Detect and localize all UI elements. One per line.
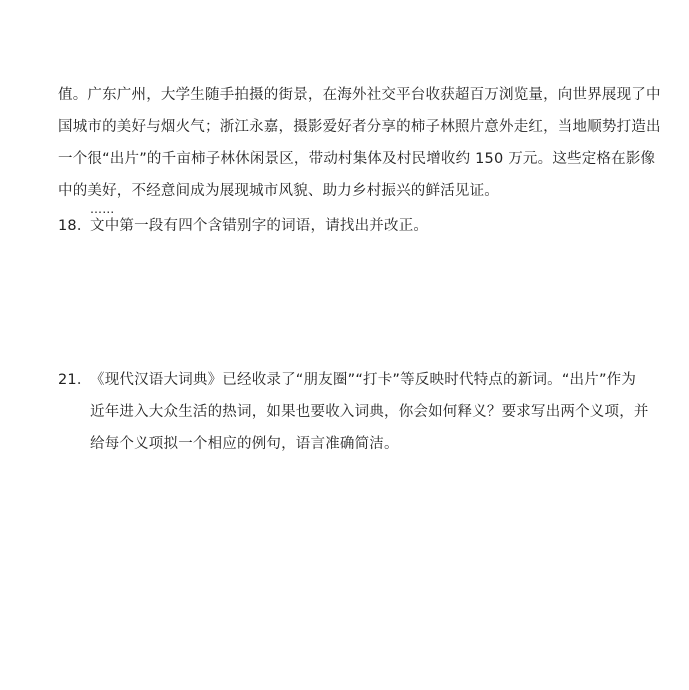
question-21-line-1: 《现代汉语大词典》已经收录了“朋友圈”“打卡”等反映时代特点的新词。“出片”作为 (90, 372, 637, 388)
passage-line-3: 一个很“出片”的千亩柿子林休闲景区，带动村集体及村民增收约 150 万元。这些定格在影像 (58, 151, 656, 167)
passage-line-2: 国城市的美好与烟火气；浙江永嘉，摄影爱好者分享的柿子林照片意外走红，当地顺势打造出 (58, 119, 661, 135)
question-21-number: 21． (58, 372, 92, 388)
ellipsis: …… (90, 202, 115, 216)
question-18-number: 18． (58, 218, 92, 234)
passage-line-1: 值。广东广州，大学生随手拍摄的街景，在海外社交平台收获超百万浏览量，向世界展现了中 (58, 87, 661, 103)
passage-line-4: 中的美好，不经意间成为展现城市风貌、助力乡村振兴的鲜活见证。 (58, 183, 499, 199)
question-21-line-3: 给每个义项拟一个相应的例句，语言准确简洁。 (90, 436, 399, 452)
question-18-line-1: 文中第一段有四个含错别字的词语，请找出并改正。 (90, 218, 429, 234)
question-21-line-2: 近年进入大众生活的热词，如果也要收入词典，你会如何释义？要求写出两个义项，并 (90, 404, 649, 420)
